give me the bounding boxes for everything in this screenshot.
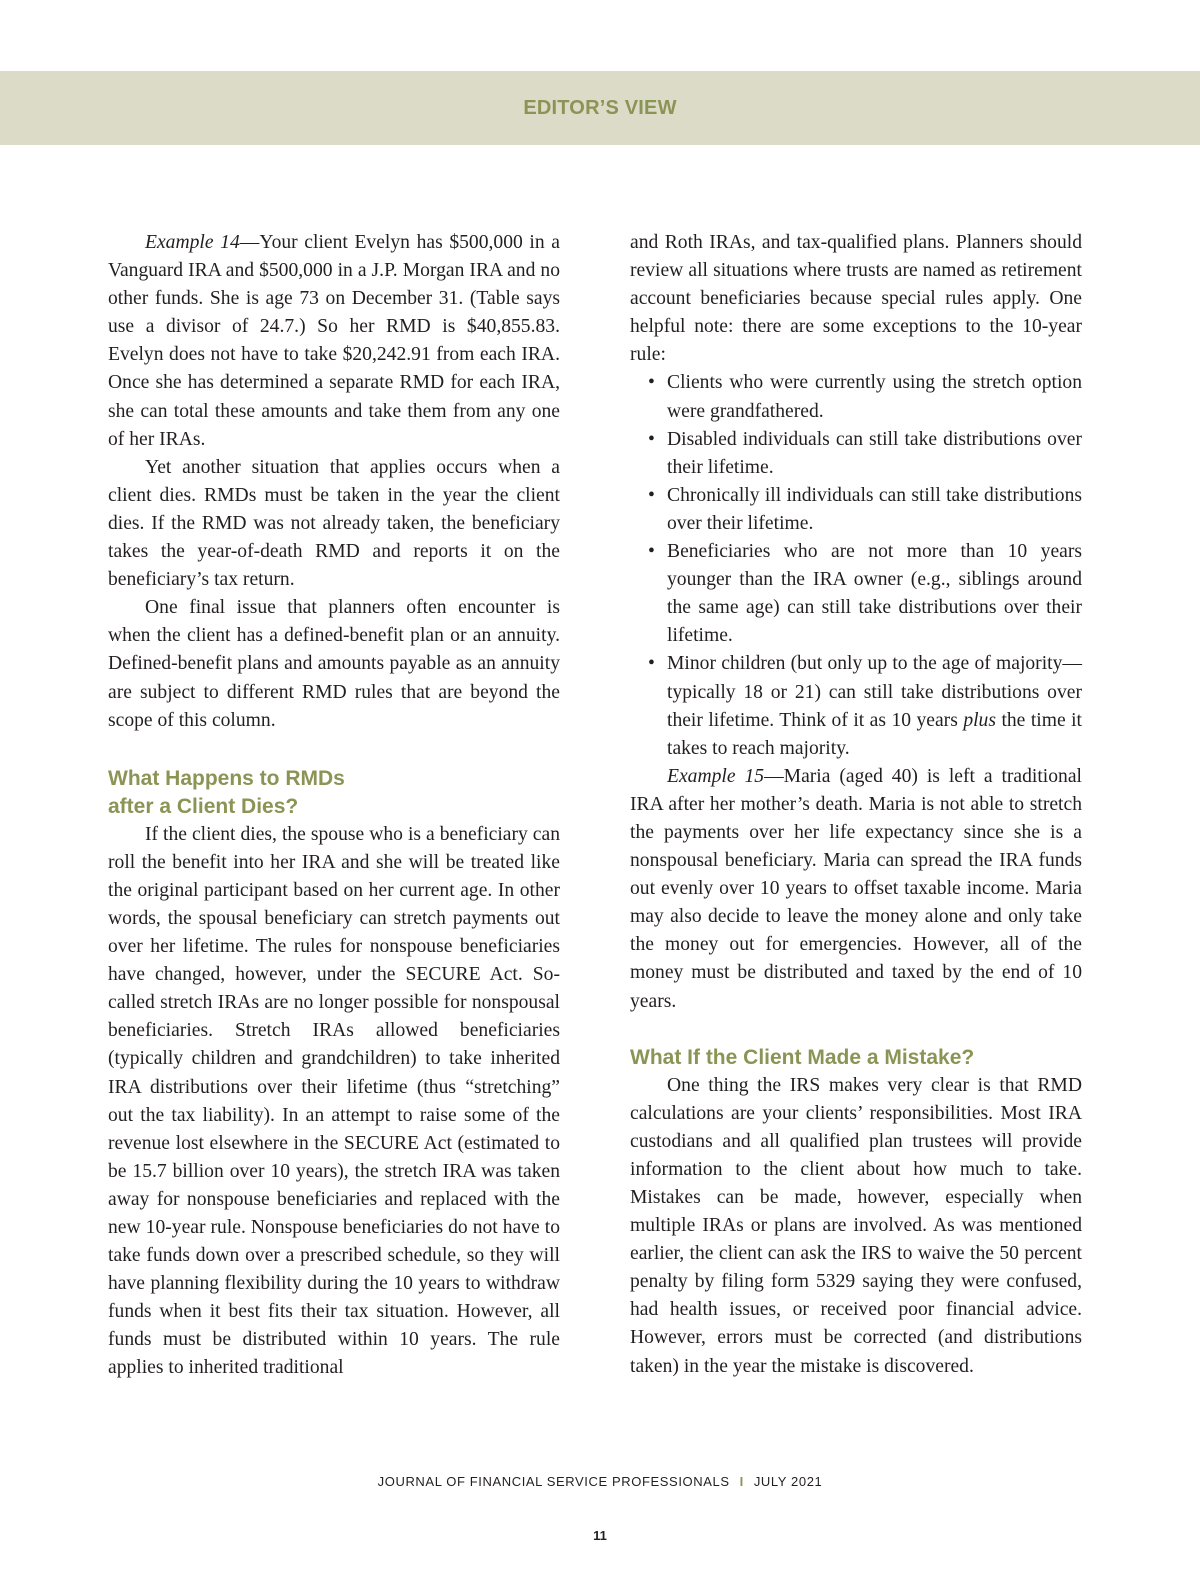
footer-separator: I: [739, 1474, 744, 1489]
example-14-label: Example 14: [145, 232, 240, 253]
list-item: • Chronically ill individuals can still take distributions over their lifetime.: [630, 482, 1082, 538]
bullet-icon: •: [648, 541, 655, 563]
paragraph-mistakes: One thing the IRS makes very clear is that RMD calculations are your clients’ responsibilities. Most IRA custodians and all qualified plan trustees will provide information to the client about how much to take. Mistakes can be made, however, especially when multiple IRAs or plans are involved. As was mentioned earlier, the client can ask the IRS to waive the 50 percent penalty by filing form 5329 saying they were confused, had health issues, or received poor financial advice. However, errors must be corrected (and distributions taken) in the year the mistake is discovered.: [630, 1074, 1082, 1377]
bullet-icon: •: [648, 484, 655, 506]
issue-date: JULY 2021: [753, 1474, 823, 1489]
list-item: • Minor children (but only up to the age of majority—typically 18 or 21) can still take distributions over their lifetime. Think of it as 10 years plus the time it takes to reach majority.: [630, 650, 1082, 762]
paragraph-client-dies: Yet another situation that applies occurs when a client dies. RMDs must be taken in the year the client dies. If the RMD was not already taken, the beneficiary takes the year-of-death RMD and reports it on the beneficiary’s tax return.: [108, 456, 560, 591]
paragraph-defined-benefit: One final issue that planners often encounter is when the client has a defined-benefit plan or an annuity. Defined-benefit plans and amounts payable as an annuity are subject to different RMD rules that are beyond the scope of this column.: [108, 597, 560, 731]
exceptions-list: [630, 369, 1082, 762]
list-item: • Beneficiaries who are not more than 10 years younger than the IRA owner (e.g., siblings around the same age) can still take distributions over their lifetime.: [630, 538, 1082, 650]
left-column: [108, 229, 560, 1383]
section-title: EDITOR’S VIEW: [523, 96, 677, 119]
bullet-icon: •: [648, 428, 655, 450]
running-footer: [0, 1474, 1200, 1489]
bullet-icon: •: [648, 653, 655, 675]
paragraph-example-15: [630, 763, 1082, 1016]
heading-line-2: after a Client Dies?: [108, 794, 299, 818]
header-banner: [0, 71, 1200, 145]
heading-rmds-after-death: [108, 765, 560, 821]
example-15-text: —Maria (aged 40) is left a traditional IRA after her mother’s death. Maria is not able to stretch the payments over her life expectancy since she is a nonspousal beneficiary. Maria can spread the IRA funds out evenly over 10 years to offset taxable income. Maria may also decide to leave the money alone and only take the money out for emergencies. However, all of the money must be distributed and taxed by the end of 10 years.: [630, 765, 1082, 1012]
journal-name: JOURNAL OF FINANCIAL SERVICE PROFESSIONALS: [377, 1474, 730, 1489]
example-15-label: Example 15: [667, 765, 765, 787]
paragraph-continued: and Roth IRAs, and tax-qualified plans. Planners should review all situations where trusts are named as retirement account beneficiaries because special rules apply. One helpful note: there are some exceptions to the 10-year rule:: [630, 232, 1082, 366]
page-number: 11: [593, 1528, 607, 1543]
heading-line-1: What Happens to RMDs: [108, 766, 345, 790]
bullet-icon: •: [648, 372, 655, 394]
heading-client-mistake: What If the Client Made a Mistake?: [630, 1045, 975, 1069]
list-item: • Clients who were currently using the stretch option were grandfathered.: [630, 369, 1082, 425]
italic-plus: plus: [963, 709, 996, 731]
paragraph-spouse-beneficiary: If the client dies, the spouse who is a beneficiary can roll the benefit into her IRA and she will be treated like the original participant based on her current age. In other words, the spousal beneficiary can stretch payments out over her lifetime. The rules for nonspouse beneficiaries have changed, however, under the SECURE Act. So-called stretch IRAs are no longer possible for nonspousal beneficiaries. Stretch IRAs allowed beneficiaries (typically children and grandchildren) to take inherited IRA distributions over their lifetime (thus “stretching” out the tax liability). In an attempt to raise some of the revenue lost elsewhere in the SECURE Act (estimated to be 15.7 billion over 10 years), the stretch IRA was taken away for nonspouse beneficiaries and replaced with the new 10-year rule. Nonspouse beneficiaries do not have to take funds down over a prescribed schedule, so they will have planning flexibility during the 10 years to withdraw funds when it best fits their tax situation. However, all funds must be distributed within 10 years. The rule applies to inherited traditional: [108, 823, 560, 1379]
right-column: [630, 229, 1082, 1381]
example-14-text: —Your client Evelyn has $500,000 in a Vanguard IRA and $500,000 in a J.P. Morgan IRA and no other funds. She is age 73 on December 31. (Table says use a divisor of 24.7.) So her RMD is $40,855.83. Evelyn does not have to take $20,242.91 from each IRA. Once she has determined a separate RMD for each IRA, she can total these amounts and take them from any one of her IRAs.: [108, 232, 560, 450]
paragraph-example-14: [108, 229, 560, 454]
list-item: • Disabled individuals can still take distributions over their lifetime.: [630, 426, 1082, 482]
